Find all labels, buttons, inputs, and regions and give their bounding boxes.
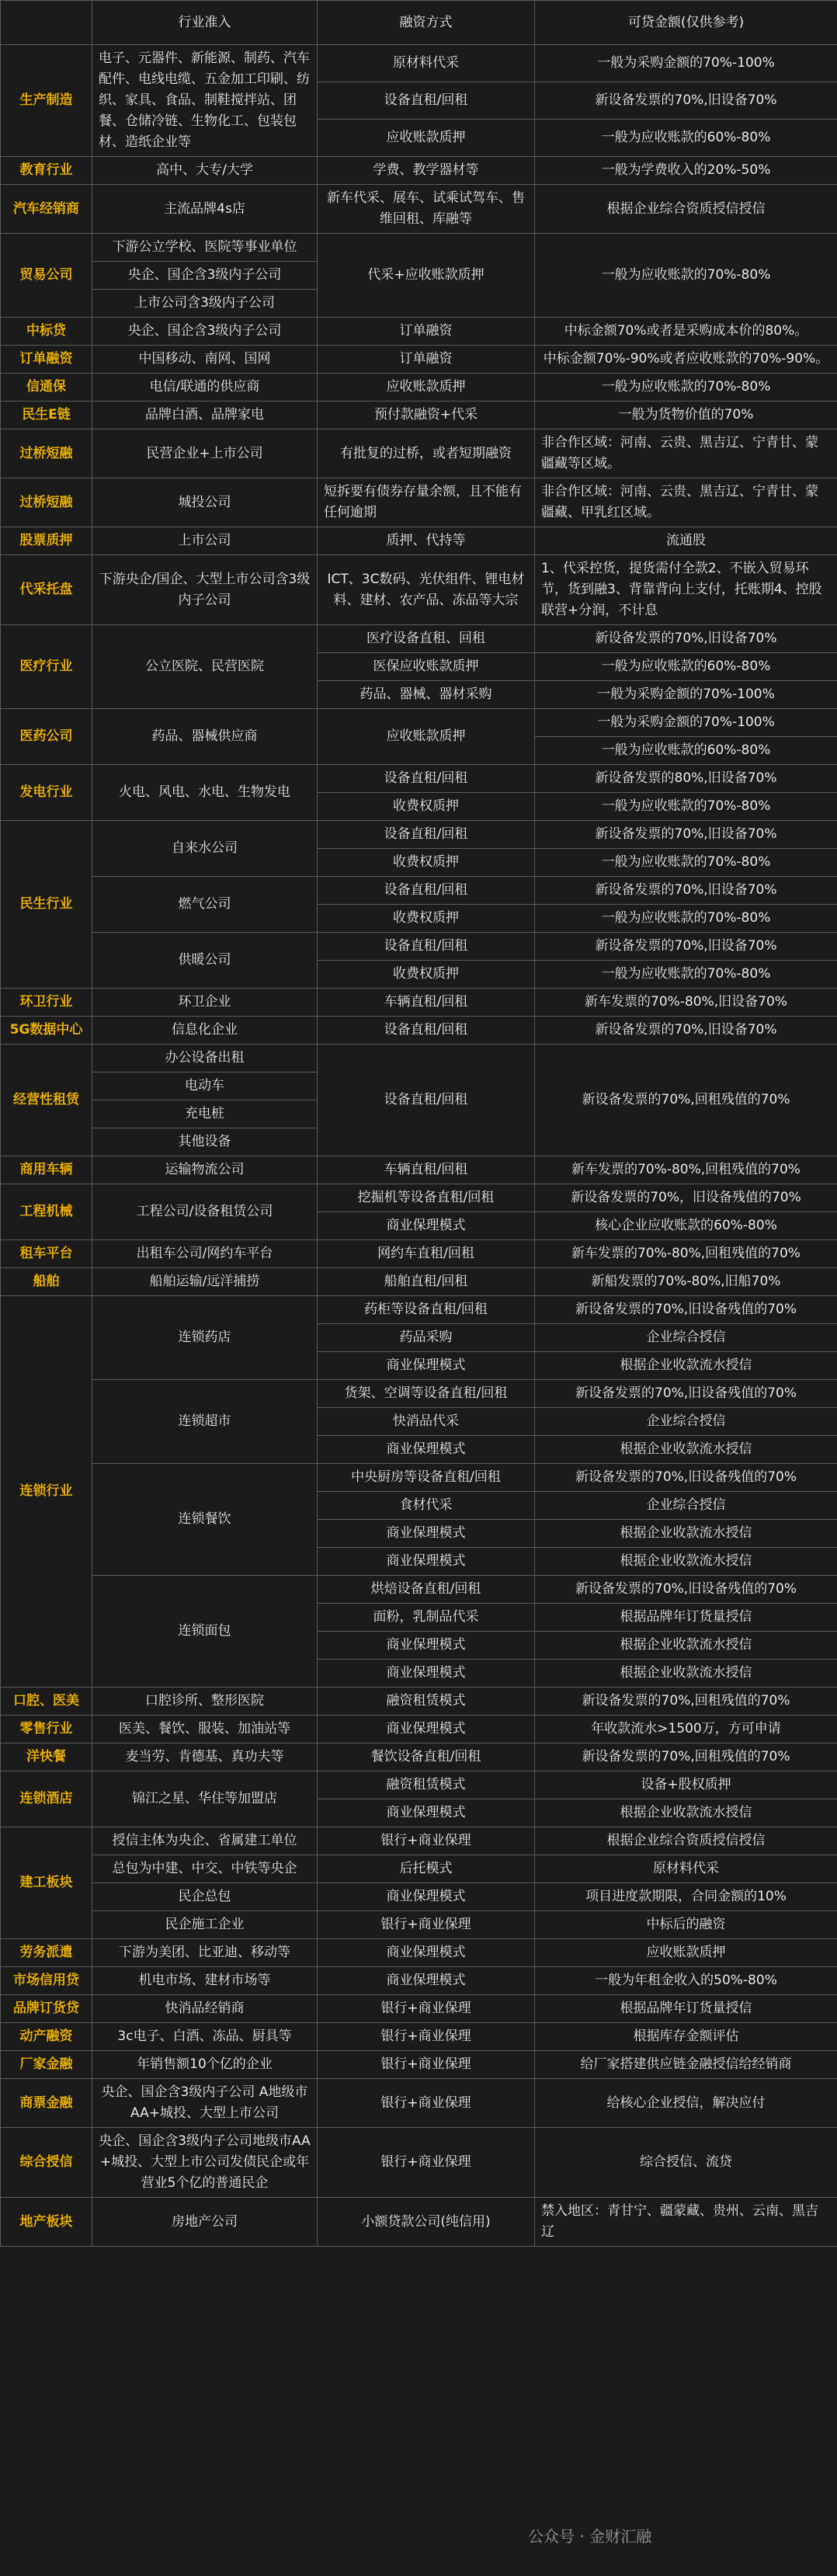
category-cell: 商用车辆 [1,1156,92,1184]
table-cell: 环卫企业 [92,989,318,1017]
table-row [1,1827,837,1855]
table-row [1,1268,837,1296]
table-cell: 中标金额70%或者是采购成本价的80%。 [535,318,837,346]
category-cell: 信通保 [1,374,92,402]
table-cell: 电信/联通的供应商 [92,374,318,402]
table-cell: 新设备发票的70%,旧设备残值的70% [535,1464,837,1492]
table-cell: 一般为年租金收入的50%-80% [535,1967,837,1995]
table-cell: 收费权质押 [318,793,535,821]
table-row [1,478,837,527]
table-cell: 根据企业收款流水授信 [535,1632,837,1660]
table-cell: 一般为应收账款的70%-80% [535,849,837,877]
table-row [1,2079,837,2128]
table-cell: 设备直租/回租 [318,765,535,793]
category-cell: 动产融资 [1,2023,92,2051]
header-industry: 行业准入 [92,1,318,45]
table-cell: 禁入地区：青甘宁、疆蒙藏、贵州、云南、黑吉辽 [535,2198,837,2247]
table-cell: 新设备发票的70%,回租残值的70% [535,1743,837,1771]
category-cell: 贸易公司 [1,234,92,318]
table-cell: 根据企业综合资质授信授信 [535,1827,837,1855]
table-cell: 一般为应收账款的60%-80% [535,653,837,681]
table-cell: 设备直租/回租 [318,877,535,905]
table-row [1,1017,837,1045]
table-row [1,1576,837,1604]
table-cell: 央企、国企含3级内子公司 [92,262,318,290]
table-cell: 信息化企业 [92,1017,318,1045]
table-cell: 上市公司含3级内子公司 [92,290,318,318]
table-cell: 民企施工企业 [92,1911,318,1939]
table-row [1,1688,837,1716]
table-cell: 流通股 [535,527,837,555]
table-cell: 医美、餐饮、服装、加油站等 [92,1716,318,1743]
table-cell: 订单融资 [318,346,535,374]
table-cell: 新设备发票的70%,旧设备残值的70% [535,1576,837,1604]
table-cell: 商业保理模式 [318,1632,535,1660]
table-row [1,821,837,849]
category-cell: 品牌订货贷 [1,1995,92,2023]
category-cell: 汽车经销商 [1,185,92,234]
table-cell: 根据企业收款流水授信 [535,1352,837,1380]
table-cell: 订单融资 [318,318,535,346]
table-cell: 办公设备出租 [92,1045,318,1072]
table-row [1,1855,837,1883]
table-cell: 商业保理模式 [318,1716,535,1743]
table-row [1,1995,837,2023]
table-cell: 一般为应收账款的70%-80% [535,961,837,989]
table-cell: 连锁药店 [92,1296,318,1380]
table-row [1,527,837,555]
table-cell: 企业综合授信 [535,1324,837,1352]
table-cell: 设备直租/回租 [318,82,535,120]
table-cell: 麦当劳、肯德基、真功夫等 [92,1743,318,1771]
header-category [1,1,92,45]
table-cell: 新设备发票的80%,旧设备70% [535,765,837,793]
table-cell: 烘焙设备直租/回租 [318,1576,535,1604]
category-cell: 过桥短融 [1,429,92,478]
table-row [1,429,837,478]
table-cell: 商业保理模式 [318,1660,535,1688]
table-cell: 收费权质押 [318,849,535,877]
table-cell: 新设备发票的70%,旧设备70% [535,933,837,961]
table-cell: 银行+商业保理 [318,1827,535,1855]
table-row [1,1296,837,1324]
table-row [1,185,837,234]
table-cell: 一般为采购金额的70%-100% [535,45,837,82]
table-cell: 城投公司 [92,478,318,527]
table-cell: 船舶直租/回租 [318,1268,535,1296]
table-cell: 药品、器械、器材采购 [318,681,535,709]
table-cell: 根据企业收款流水授信 [535,1799,837,1827]
table-row [1,2198,837,2247]
table-cell: 新设备发票的70%,旧设备残值的70% [535,1380,837,1408]
table-cell: 银行+商业保理 [318,2023,535,2051]
table-cell: 年收款流水>1500万，方可申请 [535,1716,837,1743]
table-cell: 短拆要有债券存量余额，且不能有任何逾期 [318,478,535,527]
table-cell: 设备+股权质押 [535,1771,837,1799]
table-cell: 小额贷款公司(纯信用) [318,2198,535,2247]
table-row [1,1967,837,1995]
table-cell: 公立医院、民营医院 [92,625,318,709]
table-cell: 房地产公司 [92,2198,318,2247]
category-cell: 发电行业 [1,765,92,821]
table-cell: 项目进度款期限，合同金额的10% [535,1883,837,1911]
table-cell: 非合作区域：河南、云贵、黑吉辽、宁青甘、蒙疆藏、甲乳红区域。 [535,478,837,527]
table-cell: 挖掘机等设备直租/回租 [318,1184,535,1212]
table-cell: 其他设备 [92,1128,318,1156]
table-cell: 新车发票的70%-80%,回租残值的70% [535,1240,837,1268]
category-cell: 5G数据中心 [1,1017,92,1045]
table-cell: 下游公立学校、医院等事业单位 [92,234,318,262]
table-cell: 商业保理模式 [318,1212,535,1240]
table-cell: 新设备发票的70%,回租残值的70% [535,1688,837,1716]
table-cell: 下游央企/国企、大型上市公司含3级内子公司 [92,555,318,625]
table-cell: 新设备发票的70%,回租残值的70% [535,1045,837,1156]
table-cell: 商业保理模式 [318,1939,535,1967]
category-cell: 连锁行业 [1,1296,92,1688]
category-cell: 生产制造 [1,45,92,157]
table-cell: 质押、代持等 [318,527,535,555]
table-cell: 新船发票的70%-80%,旧船70% [535,1268,837,1296]
category-cell: 船舶 [1,1268,92,1296]
table-cell: 一般为货物价值的70% [535,402,837,429]
table-row [1,157,837,185]
table-cell: 药柜等设备直租/回租 [318,1296,535,1324]
table-cell: 综合授信、流贷 [535,2128,837,2198]
table-cell: 连锁餐饮 [92,1464,318,1576]
table-cell: 货架、空调等设备直租/回租 [318,1380,535,1408]
table-row [1,2128,837,2198]
table-cell: 商业保理模式 [318,1799,535,1827]
table-cell: 新设备发票的70%,旧设备70% [535,877,837,905]
table-body [1,45,837,2247]
table-cell: 学费、教学器材等 [318,157,535,185]
table-cell: 供暖公司 [92,933,318,989]
table-cell: 设备直租/回租 [318,1045,535,1156]
table-cell: 民企总包 [92,1883,318,1911]
table-cell: 一般为采购金额的70%-100% [535,709,837,737]
table-cell: 根据企业综合资质授信授信 [535,185,837,234]
table-cell: 中国移动、南网、国网 [92,346,318,374]
table-cell: 一般为应收账款的70%-80% [535,234,837,318]
table-cell: 原材料代采 [535,1855,837,1883]
table-row [1,1240,837,1268]
table-cell: 一般为应收账款的60%-80% [535,120,837,157]
table-cell: 一般为采购金额的70%-100% [535,681,837,709]
table-cell: 央企、国企含3级内子公司 [92,318,318,346]
table-cell: 车辆直租/回租 [318,1156,535,1184]
table-cell: 代采+应收账款质押 [318,234,535,318]
category-cell: 市场信用贷 [1,1967,92,1995]
table-cell: 燃气公司 [92,877,318,933]
table-cell: 运输物流公司 [92,1156,318,1184]
category-cell: 厂家金融 [1,2051,92,2079]
table-cell: 设备直租/回租 [318,1017,535,1045]
table-cell: 设备直租/回租 [318,821,535,849]
table-cell: 新设备发票的70%,旧设备70% [535,1017,837,1045]
category-cell: 订单融资 [1,346,92,374]
category-cell: 代采托盘 [1,555,92,625]
table-cell: 央企、国企含3级内子公司 A地级市AA+城投、大型上市公司 [92,2079,318,2128]
table-cell: 银行+商业保理 [318,2051,535,2079]
table-cell: 新车发票的70%-80%,回租残值的70% [535,1156,837,1184]
category-cell: 劳务派遣 [1,1939,92,1967]
table-cell: 应收账款质押 [318,120,535,157]
table-cell: 总包为中建、中交、中铁等央企 [92,1855,318,1883]
table-cell: 快消品代采 [318,1408,535,1436]
table-cell: 中标金额70%-90%或者应收账款的70%-90%。 [535,346,837,374]
table-row [1,1771,837,1799]
table-row [1,1156,837,1184]
table-cell: 收费权质押 [318,905,535,933]
table-cell: 非合作区域：河南、云贵、黑吉辽、宁青甘、蒙疆藏等区域。 [535,429,837,478]
table-cell: 食材代采 [318,1492,535,1520]
table-cell: 商业保理模式 [318,1548,535,1576]
table-cell: 医保应收账款质押 [318,653,535,681]
table-cell: 收费权质押 [318,961,535,989]
table-cell: 根据企业收款流水授信 [535,1660,837,1688]
table-row [1,1045,837,1072]
table-cell: 根据库存金额评估 [535,2023,837,2051]
table-cell: 新车发票的70%-80%,旧设备70% [535,989,837,1017]
header-method: 融资方式 [318,1,535,45]
table-header-row [1,1,837,45]
table-row [1,989,837,1017]
table-cell: 根据企业收款流水授信 [535,1548,837,1576]
table-cell: 后托模式 [318,1855,535,1883]
table-cell: 应收账款质押 [535,1939,837,1967]
table-row [1,709,837,737]
table-cell: 企业综合授信 [535,1492,837,1520]
table-cell: 一般为应收账款的70%-80% [535,374,837,402]
table-cell: 药品、器械供应商 [92,709,318,765]
table-cell: 原材料代采 [318,45,535,82]
category-cell: 环卫行业 [1,989,92,1017]
table-cell: 新设备发票的70%，旧设备残值的70% [535,1184,837,1212]
table-cell: 主流品牌4s店 [92,185,318,234]
table-row [1,234,837,262]
table-cell: 中央厨房等设备直租/回租 [318,1464,535,1492]
table-cell: 火电、风电、水电、生物发电 [92,765,318,821]
table-cell: 银行+商业保理 [318,2128,535,2198]
table-cell: 高中、大专/大学 [92,157,318,185]
category-cell: 医疗行业 [1,625,92,709]
category-cell: 建工板块 [1,1827,92,1939]
category-cell: 民生E链 [1,402,92,429]
table-cell: 根据品牌年订货量授信 [535,1604,837,1632]
table-cell: 应收账款质押 [318,709,535,765]
table-cell: 民营企业+上市公司 [92,429,318,478]
watermark: 公众号 · 金财汇融 [528,2527,652,2546]
category-cell: 股票质押 [1,527,92,555]
table-cell: 商业保理模式 [318,1883,535,1911]
table-cell: 连锁面包 [92,1576,318,1688]
table-cell: ICT、3C数码、光伏组件、锂电材料、建材、农产品、冻品等大宗 [318,555,535,625]
table-cell: 网约车直租/回租 [318,1240,535,1268]
table-cell: 年销售额10个亿的企业 [92,2051,318,2079]
table-row [1,1716,837,1743]
category-cell: 工程机械 [1,1184,92,1240]
table-cell: 中标后的融资 [535,1911,837,1939]
table-cell: 设备直租/回租 [318,933,535,961]
header-amount: 可贷金额(仅供参考) [535,1,837,45]
table-cell: 商业保理模式 [318,1520,535,1548]
category-cell: 地产板块 [1,2198,92,2247]
table-cell: 商业保理模式 [318,1436,535,1464]
table-row [1,1184,837,1212]
category-cell: 租车平台 [1,1240,92,1268]
table-cell: 一般为应收账款的70%-80% [535,793,837,821]
table-row [1,933,837,961]
category-cell: 民生行业 [1,821,92,989]
table-cell: 融资租赁模式 [318,1771,535,1799]
table-cell: 电子、元器件、新能源、制药、汽车配件、电线电缆、五金加工印刷、纺织、家具、食品、制鞋搅拌站、团餐、仓储冷链、生物化工、包装包材、造纸企业等 [92,45,318,157]
table-cell: 新设备发票的70%,旧设备70% [535,82,837,120]
table-cell: 新设备发票的70%,旧设备70% [535,821,837,849]
table-cell: 面粉，乳制品代采 [318,1604,535,1632]
table-cell: 机电市场、建材市场等 [92,1967,318,1995]
table-cell: 口腔诊所、整形医院 [92,1688,318,1716]
table-cell: 新车代采、展车、试乘试驾车、售维回租、库融等 [318,185,535,234]
table-cell: 银行+商业保理 [318,2079,535,2128]
table-row [1,1380,837,1408]
table-cell: 预付款融资+代采 [318,402,535,429]
table-cell: 应收账款质押 [318,374,535,402]
category-cell: 教育行业 [1,157,92,185]
table-row [1,877,837,905]
table-cell: 品牌白酒、品牌家电 [92,402,318,429]
table-cell: 充电桩 [92,1100,318,1128]
table-cell: 融资租赁模式 [318,1688,535,1716]
table-cell: 餐饮设备直租/回租 [318,1743,535,1771]
table-row [1,374,837,402]
table-cell: 医疗设备直租、回租 [318,625,535,653]
table-cell: 银行+商业保理 [318,1995,535,2023]
table-cell: 商业保理模式 [318,1967,535,1995]
table-cell: 1、代采控货，提货需付全款2、不嵌入贸易环节，货到融3、背靠背向上支付，托账期4、控股联营+分润，不计息 [535,555,837,625]
table-row [1,1464,837,1492]
table-cell: 下游为美团、比亚迪、移动等 [92,1939,318,1967]
table-cell: 有批复的过桥，或者短期融资 [318,429,535,478]
table-cell: 连锁超市 [92,1380,318,1464]
category-cell: 连锁酒店 [1,1771,92,1827]
table-row [1,1911,837,1939]
table-cell: 快消品经销商 [92,1995,318,2023]
category-cell: 中标贷 [1,318,92,346]
table-cell: 核心企业应收账款的60%-80% [535,1212,837,1240]
table-cell: 给核心企业授信，解决应付 [535,2079,837,2128]
table-cell: 根据品牌年订货量授信 [535,1995,837,2023]
category-cell: 经营性租赁 [1,1045,92,1156]
table-row [1,1939,837,1967]
table-cell: 央企、国企含3级内子公司地级市AA+城投、大型上市公司发债民企或年营业5个亿的普通民企 [92,2128,318,2198]
category-cell: 零售行业 [1,1716,92,1743]
table-row [1,402,837,429]
table-row [1,318,837,346]
table-row [1,625,837,653]
table-cell: 给厂家搭建供应链金融授信给经销商 [535,2051,837,2079]
table-cell: 一般为应收账款的70%-80% [535,905,837,933]
table-cell: 企业综合授信 [535,1408,837,1436]
table-cell: 药品采购 [318,1324,535,1352]
table-cell: 上市公司 [92,527,318,555]
table-cell: 商业保理模式 [318,1352,535,1380]
table-row [1,346,837,374]
table-cell: 车辆直租/回租 [318,989,535,1017]
category-cell: 医药公司 [1,709,92,765]
category-cell: 口腔、医美 [1,1688,92,1716]
table-row [1,555,837,625]
table-row [1,1883,837,1911]
table-row [1,2051,837,2079]
table-cell: 根据企业收款流水授信 [535,1436,837,1464]
table-cell: 根据企业收款流水授信 [535,1520,837,1548]
table-cell: 出租车公司/网约车平台 [92,1240,318,1268]
table-cell: 一般为学费收入的20%-50% [535,157,837,185]
table-cell: 锦江之星、华住等加盟店 [92,1771,318,1827]
table-cell: 一般为应收账款的60%-80% [535,737,837,765]
table-row [1,1743,837,1771]
table-cell: 银行+商业保理 [318,1911,535,1939]
table-row [1,765,837,793]
table-cell: 船舶运输/远洋捕捞 [92,1268,318,1296]
table-cell: 自来水公司 [92,821,318,877]
table-cell: 3c电子、白酒、冻品、厨具等 [92,2023,318,2051]
category-cell: 综合授信 [1,2128,92,2198]
table-row [1,2023,837,2051]
table-cell: 工程公司/设备租赁公司 [92,1184,318,1240]
table-cell: 新设备发票的70%,旧设备70% [535,625,837,653]
table-cell: 授信主体为央企、省属建工单位 [92,1827,318,1855]
table-cell: 新设备发票的70%,旧设备残值的70% [535,1296,837,1324]
category-cell: 商票金融 [1,2079,92,2128]
table-cell: 电动车 [92,1072,318,1100]
category-cell: 过桥短融 [1,478,92,527]
category-cell: 洋快餐 [1,1743,92,1771]
table-row [1,45,837,82]
